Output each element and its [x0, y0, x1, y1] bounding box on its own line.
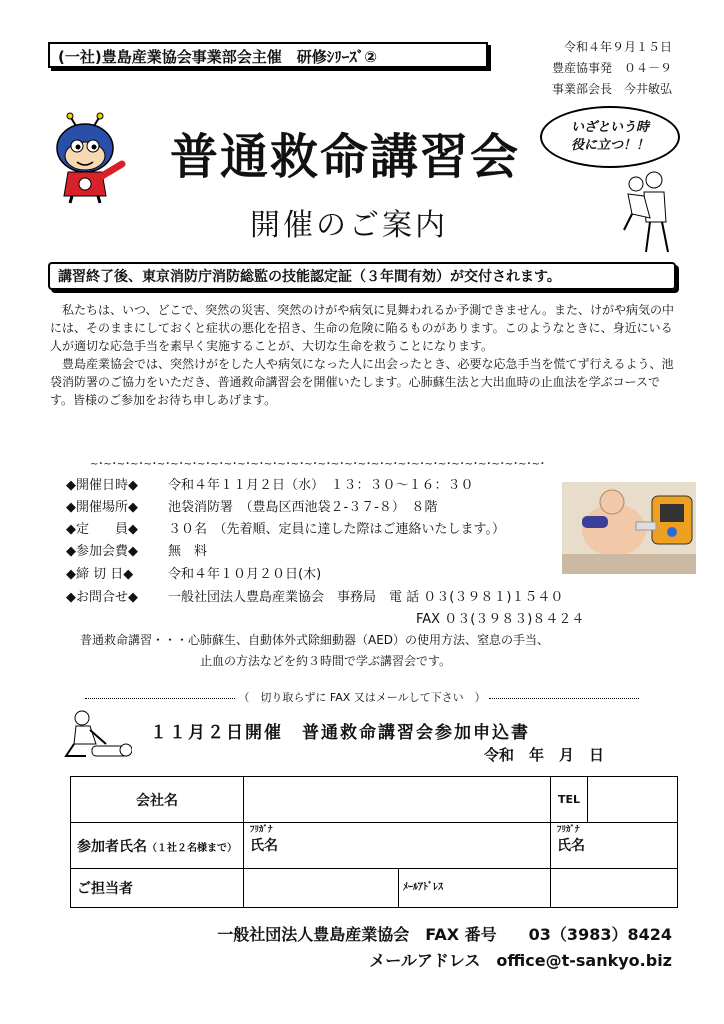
- document-number: 豊産協事発 ０４－９: [551, 61, 672, 75]
- email-field[interactable]: [551, 869, 678, 908]
- name-label-1: 氏名: [250, 838, 278, 854]
- company-field[interactable]: [244, 777, 551, 823]
- contact-label: ◆お問合せ◆: [66, 590, 138, 605]
- contact-person-input[interactable]: [244, 869, 399, 907]
- cut-dots-right: [489, 698, 639, 699]
- series-label: (一社)豊島産業協会事業部会主催 研修ｼﾘｰｽﾞ②: [48, 42, 488, 68]
- bubble-line-1: いざという時: [570, 120, 649, 135]
- place-value: 池袋消防署 （豊島区西池袋２-３７-８） ８階: [168, 500, 438, 515]
- participant-2-field[interactable]: [551, 823, 678, 869]
- datetime-value: 令和４年１１月２日（水） １３：３０～１６：３０: [168, 478, 474, 493]
- datetime-label: ◆開催日時◆: [66, 478, 138, 493]
- contact-row: [66, 586, 563, 605]
- name-label-2: 氏名: [557, 838, 585, 854]
- place-label: ◆開催場所◆: [66, 500, 138, 515]
- speech-bubble: [540, 106, 680, 168]
- intro-text: [50, 301, 676, 409]
- issuer: 事業部会長 今井敏弘: [551, 82, 672, 96]
- datetime-row: [66, 474, 474, 493]
- participant-label-text: 参加者氏名: [77, 838, 147, 855]
- certificate-banner: 講習終了後、東京消防庁消防総監の技能認定証（３年間有効）が交付されます。: [48, 262, 676, 290]
- contact-person-field[interactable]: [244, 869, 551, 908]
- aed-training-photo: [562, 482, 696, 574]
- mascot-illustration: [46, 112, 126, 204]
- furigana-label-2: ﾌﾘｶﾞﾅ: [557, 825, 580, 835]
- capacity-row: [66, 518, 505, 537]
- capacity-value: ３０名 （先着順、定員に達した際はご連絡いたします。）: [168, 522, 505, 537]
- deadline-value: 令和４年１０月２０日(木): [168, 567, 322, 582]
- piggyback-illustration: [614, 168, 676, 254]
- furigana-label-1: ﾌﾘｶﾞﾅ: [250, 825, 273, 835]
- deadline-label: ◆締 切 日◆: [66, 567, 134, 582]
- form-date-line: 令和 年 月 日: [484, 746, 605, 764]
- fee-row: [66, 540, 207, 559]
- course-note-2: 止血の方法などを約３時間で学ぶ講習会です。: [200, 654, 452, 668]
- fee-label: ◆参加会費◆: [66, 544, 138, 559]
- page-subtitle: 開催のご案内: [250, 208, 448, 243]
- wave-divider: ~･~･~･~･~･~･~･~･~･~･~･~･~･~･~･~･~･~･~･~･~･~･~･~･~･~･~･~･~･~･~･~･~･~･: [90, 459, 545, 470]
- tel-field[interactable]: [588, 777, 678, 823]
- cut-line: [50, 689, 674, 705]
- contact-fax: FAX ０３(３９８３)８４２４: [416, 612, 585, 627]
- place-row: [66, 496, 437, 515]
- capacity-label: ◆定 員◆: [66, 522, 138, 537]
- cpr-illustration: [52, 710, 132, 762]
- footer-fax: 一般社団法人豊島産業協会 FAX 番号 03（3983）8424: [217, 925, 672, 944]
- cut-dots-left: [85, 698, 235, 699]
- form-title: １１月２日開催 普通救命講習会参加申込書: [150, 723, 530, 743]
- tel-label: TEL: [551, 777, 588, 823]
- contact-value: 一般社団法人豊島産業協会 事務局 電 話 ０３(３９８１)１５４０: [168, 590, 564, 605]
- page-title: 普通救命講習会: [170, 129, 521, 185]
- issue-date: 令和４年９月１５日: [563, 40, 672, 54]
- company-label: 会社名: [71, 777, 244, 823]
- footer-email: メールアドレス office@t-sankyo.biz: [369, 951, 672, 970]
- participant-note: （１社２名様まで）: [147, 842, 237, 854]
- cut-instruction: （ 切り取らずに FAX 又はメールして下さい ）: [238, 691, 486, 704]
- email-label: ﾒｰﾙｱﾄﾞﾚｽ: [403, 882, 443, 893]
- intro-paragraph-2: 豊島産業協会では、突然けがをした人や病気になった人に出会ったとき、必要な応急手当を慌てず行えるよう、池袋消防署のご協力をいただき、普通救命講習会を開催いたします。心肺蘇生法と大出血時の止血法を学ぶコースです。皆様のご参加をお待ち申しあげます。: [50, 357, 674, 407]
- contact-person-label: ご担当者: [71, 869, 244, 908]
- participant-1-field[interactable]: [244, 823, 551, 869]
- participant-label: [71, 823, 244, 869]
- course-note-1: 普通救命講習・・・心肺蘇生、自動体外式除細動器（AED）の使用方法、窒息の手当、: [80, 633, 550, 647]
- intro-paragraph-1: 私たちは、いつ、どこで、突然の災害、突然のけがや病気に見舞われるか予測できません。また、けがや病気の中には、そのままにしておくと症状の悪化を招き、生命の危険に陥るものがあります。このようなときに、身近にいる人が適切な応急手当を素早く実施することが、大切な生命を救うことになります。: [50, 303, 675, 353]
- bubble-line-2: 役に立つ！！: [570, 138, 649, 153]
- fee-value: 無 料: [168, 544, 208, 559]
- application-form: [70, 776, 678, 908]
- deadline-row: [66, 563, 321, 582]
